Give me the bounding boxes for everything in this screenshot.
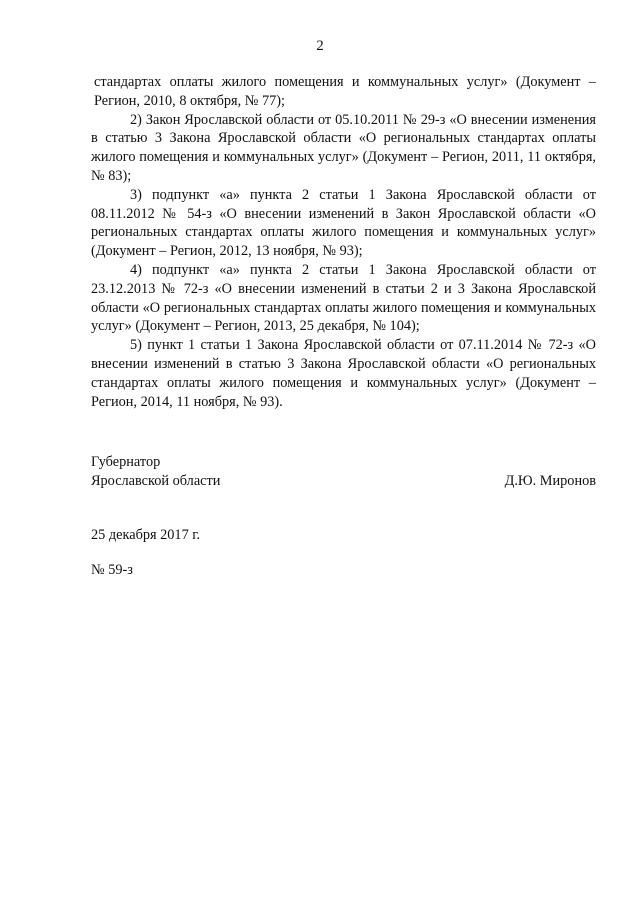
signer-title-line2: Ярославской области: [91, 472, 221, 489]
document-body: [91, 73, 596, 411]
paragraph-item-2: 2) Закон Ярославской области от 05.10.2011 № 29-з «О внесении изменения в статью 3 Закона Ярославской области «О региональных стандартах оплаты жилого помещения и коммунальных услуг» (Документ – Регион, 2011, 11 октября, № 83);: [91, 111, 596, 184]
paragraph-item-3: 3) подпункт «а» пункта 2 статьи 1 Закона Ярославской области от 08.11.2012 № 54-з «О внесении изменений в Закон Ярославской области «О региональных стандартах оплаты жилого помещения и коммунальных услуг» (Документ – Регион, 2012, 13 ноября, № 93);: [91, 186, 596, 260]
paragraph-item-4: 4) подпункт «а» пункта 2 статьи 1 Закона Ярославской области от 23.12.2013 № 72-з «О внесении изменений в статьи 2 и 3 Закона Ярославской области «О региональных стандартах оплаты жилого помещения и коммунальных услуг» (Документ – Регион, 2013, 25 декабря, № 104);: [91, 261, 596, 335]
paragraph-continuation: стандартах оплаты жилого помещения и коммунальных услуг» (Документ – Регион, 2010, 8 октября, № 77);: [94, 74, 596, 109]
law-number: № 59-з: [91, 562, 133, 578]
document-date: 25 декабря 2017 г.: [91, 527, 201, 543]
paragraph-item-5: 5) пункт 1 статьи 1 Закона Ярославской области от 07.11.2014 № 72-з «О внесении изменений в статью 3 Закона Ярославской области «О региональных стандартах оплаты жилого помещения и коммунальных услуг» (Документ – Регион, 2014, 11 ноября, № 93).: [91, 337, 596, 410]
signature-row: [91, 472, 596, 491]
signature-block: [91, 453, 596, 491]
page-number: 2: [316, 38, 324, 54]
signer-name: Д.Ю. Миронов: [504, 472, 596, 489]
signer-title-line1: Губернатор: [91, 454, 161, 470]
